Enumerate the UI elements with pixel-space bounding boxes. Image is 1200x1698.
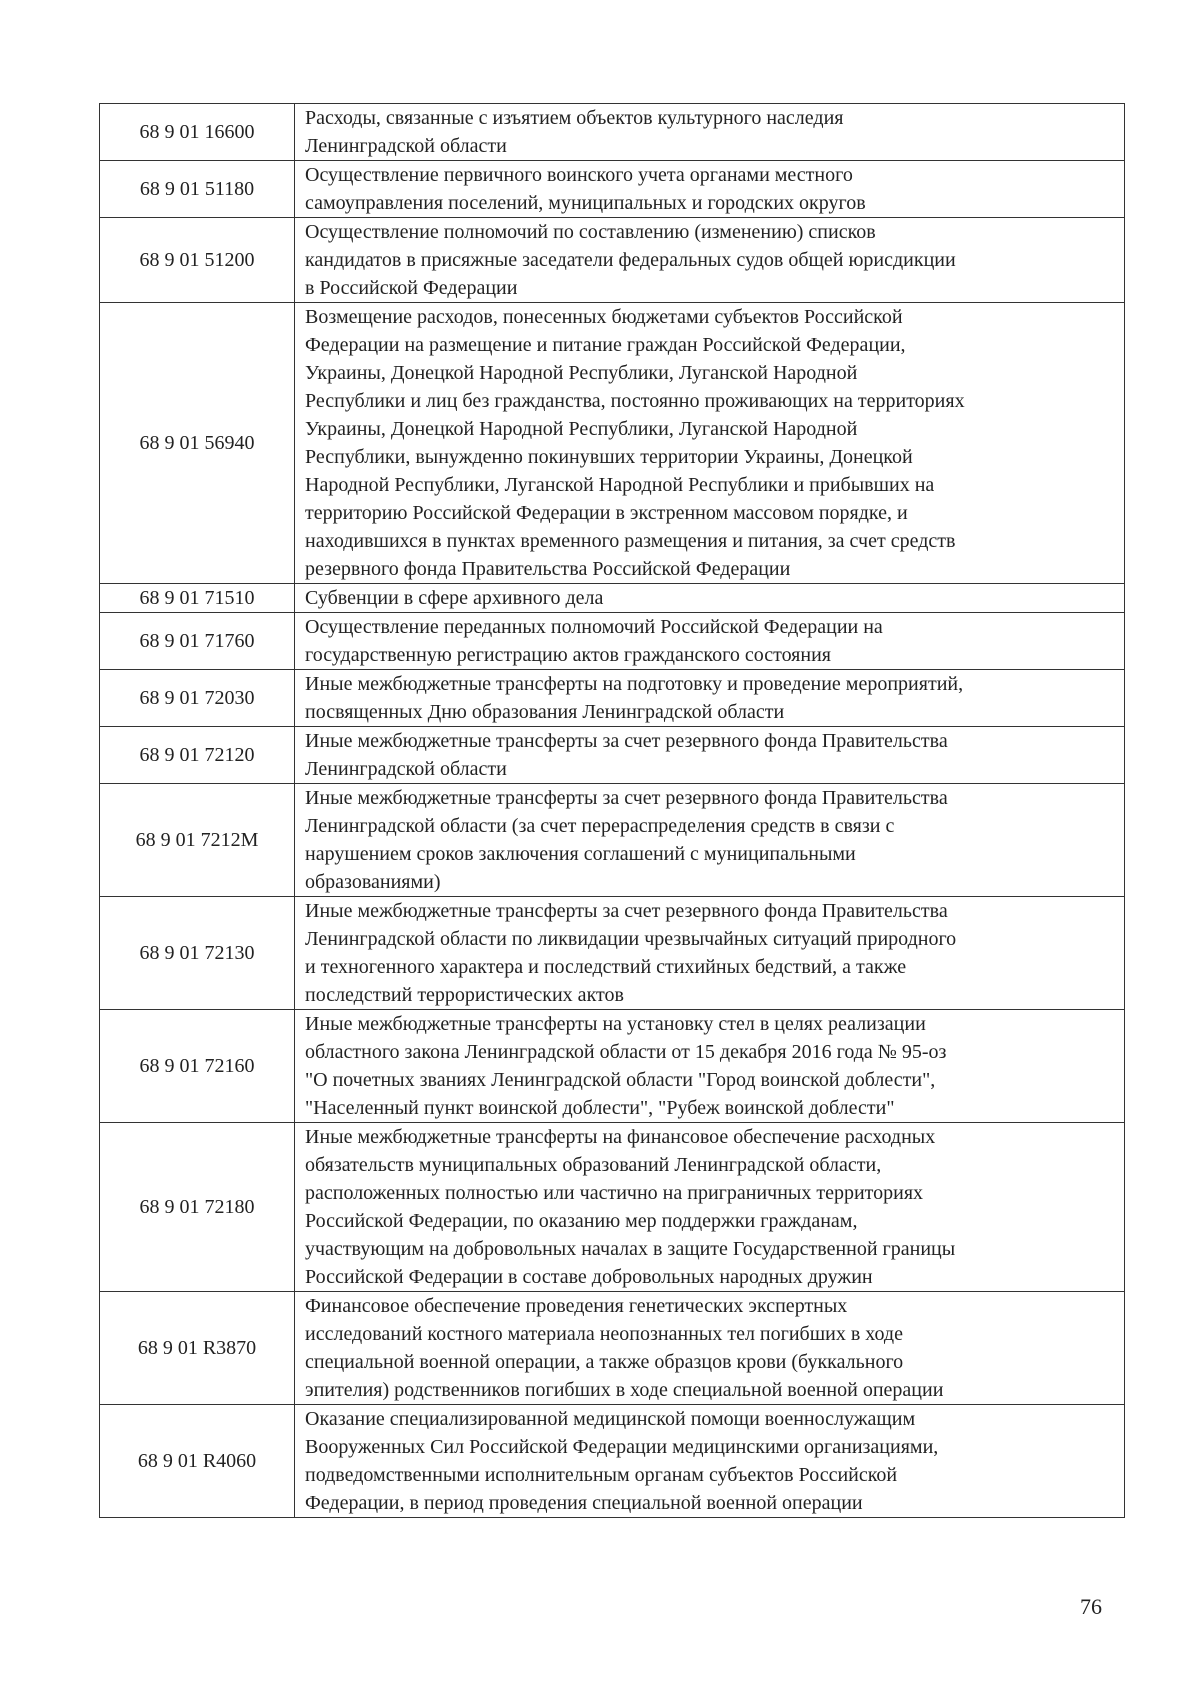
description-line: Осуществление полномочий по составлению (изменению) списков [305, 221, 876, 243]
description-line: последствий террористических актов [305, 984, 624, 1006]
description-line: исследований костного материала неопознанных тел погибших в ходе [305, 1323, 903, 1345]
description-line: расположенных полностью или частично на приграничных территориях [305, 1182, 924, 1204]
description-line: Иные межбюджетные трансферты на подготовку и проведение мероприятий, [305, 673, 964, 695]
table-row [100, 1123, 1125, 1292]
description-line: Народной Республики, Луганской Народной Республики и прибывших на [305, 474, 935, 496]
description-line: государственную регистрацию актов гражданского состояния [305, 644, 831, 666]
description-line: Вооруженных Сил Российской Федерации медицинскими организациями, [305, 1436, 939, 1458]
description-line: в Российской Федерации [305, 277, 518, 299]
description-line: Финансовое обеспечение проведения генетических экспертных [305, 1295, 848, 1317]
description-line: Ленинградской области (за счет перераспределения средств в связи с [305, 815, 895, 837]
budget-code: 68 9 01 16600 [100, 104, 295, 161]
budget-code: 68 9 01 72130 [100, 897, 295, 1010]
budget-description [295, 303, 1125, 584]
budget-code: 68 9 01 R4060 [100, 1405, 295, 1518]
budget-code: 68 9 01 72030 [100, 670, 295, 727]
description-line: резервного фонда Правительства Российской Федерации [305, 558, 791, 580]
description-line: Иные межбюджетные трансферты на установку стел в целях реализации [305, 1013, 926, 1035]
budget-code: 68 9 01 71510 [100, 584, 295, 613]
description-line: эпителия) родственников погибших в ходе специальной военной операции [305, 1379, 944, 1401]
description-line: Ленинградской области [305, 758, 507, 780]
budget-description [295, 784, 1125, 897]
table-row [100, 613, 1125, 670]
budget-description [295, 670, 1125, 727]
table-row [100, 1292, 1125, 1405]
budget-codes-table-body [100, 104, 1125, 1518]
description-line: находившихся в пунктах временного размещения и питания, за счет средств [305, 530, 956, 552]
description-line: Ленинградской области по ликвидации чрезвычайных ситуаций природного [305, 928, 957, 950]
description-line: участвующим на добровольных началах в защите Государственной границы [305, 1238, 956, 1260]
table-row [100, 784, 1125, 897]
description-line: обязательств муниципальных образований Ленинградской области, [305, 1154, 882, 1176]
budget-code: 68 9 01 72120 [100, 727, 295, 784]
budget-code: 68 9 01 72180 [100, 1123, 295, 1292]
description-line: нарушением сроков заключения соглашений с муниципальными [305, 843, 856, 865]
table-row [100, 897, 1125, 1010]
description-line: Украины, Донецкой Народной Республики, Луганской Народной [305, 362, 858, 384]
budget-code: 68 9 01 71760 [100, 613, 295, 670]
description-line: Федерации на размещение и питание граждан Российской Федерации, [305, 334, 906, 356]
description-line: специальной военной операции, а также образцов крови (буккального [305, 1351, 904, 1373]
description-line: Ленинградской области [305, 135, 507, 157]
budget-description [295, 613, 1125, 670]
table-row [100, 1405, 1125, 1518]
budget-code: 68 9 01 51180 [100, 161, 295, 218]
description-line: Украины, Донецкой Народной Республики, Луганской Народной [305, 418, 858, 440]
description-line: Иные межбюджетные трансферты за счет резервного фонда Правительства [305, 787, 948, 809]
table-row [100, 104, 1125, 161]
budget-description [295, 1405, 1125, 1518]
description-line: Осуществление первичного воинского учета органами местного [305, 164, 853, 186]
budget-code: 68 9 01 72160 [100, 1010, 295, 1123]
description-line: территорию Российской Федерации в экстренном массовом порядке, и [305, 502, 908, 524]
budget-description [295, 1292, 1125, 1405]
description-line: посвященных Дню образования Ленинградской области [305, 701, 785, 723]
budget-description [295, 727, 1125, 784]
description-line: Оказание специализированной медицинской помощи военнослужащим [305, 1408, 916, 1430]
budget-description [295, 1010, 1125, 1123]
description-line: Осуществление переданных полномочий Российской Федерации на [305, 616, 883, 638]
budget-description [295, 1123, 1125, 1292]
description-line: и техногенного характера и последствий стихийных бедствий, а также [305, 956, 907, 978]
budget-code: 68 9 01 51200 [100, 218, 295, 303]
budget-code: 68 9 01 R3870 [100, 1292, 295, 1405]
table-row [100, 1010, 1125, 1123]
description-line: "О почетных званиях Ленинградской области "Город воинской доблести", [305, 1069, 936, 1091]
description-line: Российской Федерации, по оказанию мер поддержки гражданам, [305, 1210, 858, 1232]
description-line: Возмещение расходов, понесенных бюджетами субъектов Российской [305, 306, 903, 328]
table-row [100, 727, 1125, 784]
description-line: Расходы, связанные с изъятием объектов культурного наследия [305, 107, 844, 129]
description-line: Федерации, в период проведения специальной военной операции [305, 1492, 863, 1514]
budget-description [295, 161, 1125, 218]
description-line: кандидатов в присяжные заседатели федеральных судов общей юрисдикции [305, 249, 956, 271]
budget-code: 68 9 01 7212M [100, 784, 295, 897]
budget-description [295, 897, 1125, 1010]
budget-description [295, 104, 1125, 161]
table-row [100, 218, 1125, 303]
budget-codes-table [99, 103, 1125, 1518]
table-row [100, 584, 1125, 613]
description-line: образованиями) [305, 871, 441, 893]
description-line: "Населенный пункт воинской доблести", "Рубеж воинской доблести" [305, 1097, 895, 1119]
description-line: Республики и лиц без гражданства, постоянно проживающих на территориях [305, 390, 965, 412]
table-row [100, 303, 1125, 584]
description-line: самоуправления поселений, муниципальных и городских округов [305, 192, 866, 214]
budget-description [295, 218, 1125, 303]
description-line: Республики, вынужденно покинувших территории Украины, Донецкой [305, 446, 913, 468]
page-number: 76 [1080, 1594, 1102, 1619]
budget-code: 68 9 01 56940 [100, 303, 295, 584]
table-row [100, 161, 1125, 218]
description-line: Иные межбюджетные трансферты на финансовое обеспечение расходных [305, 1126, 936, 1148]
description-line: областного закона Ленинградской области от 15 декабря 2016 года № 95-оз [305, 1041, 947, 1063]
description-line: подведомственными исполнительным органам субъектов Российской [305, 1464, 898, 1486]
description-line: Иные межбюджетные трансферты за счет резервного фонда Правительства [305, 730, 948, 752]
description-line: Субвенции в сфере архивного дела [305, 587, 604, 609]
table-row [100, 670, 1125, 727]
description-line: Российской Федерации в составе добровольных народных дружин [305, 1266, 873, 1288]
budget-description [295, 584, 1125, 613]
description-line: Иные межбюджетные трансферты за счет резервного фонда Правительства [305, 900, 948, 922]
